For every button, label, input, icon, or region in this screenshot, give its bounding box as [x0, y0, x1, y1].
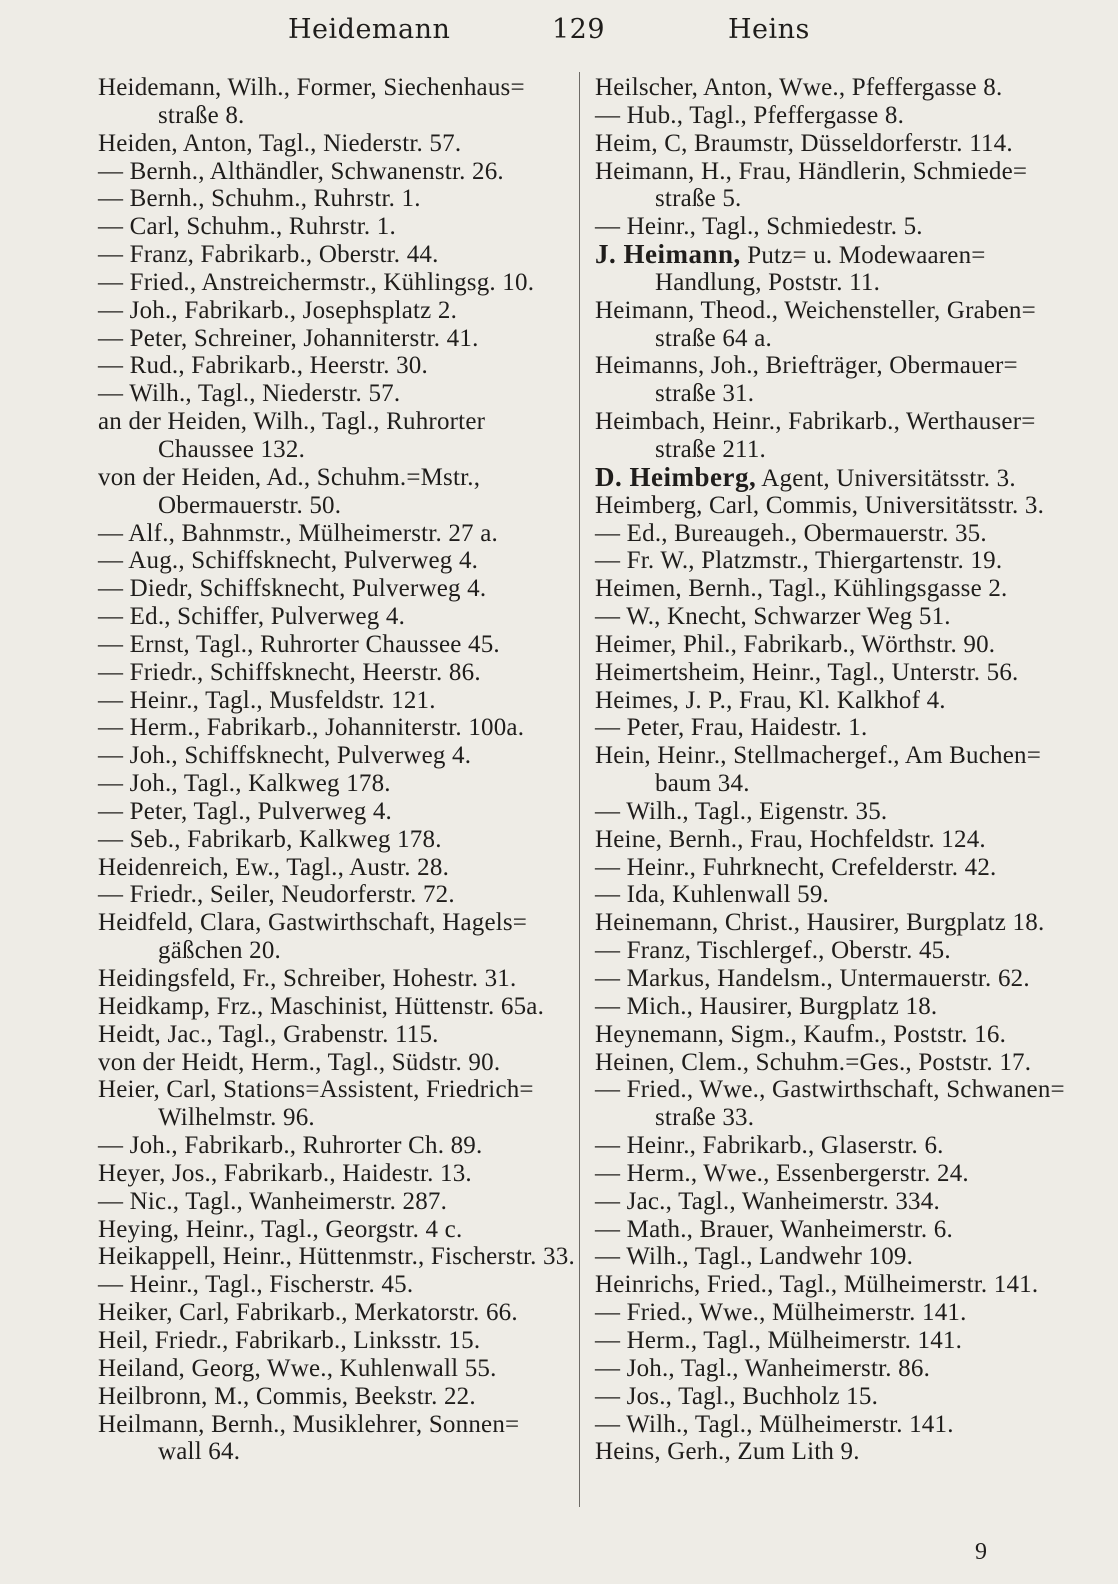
- directory-entry: [98, 1327, 568, 1355]
- entry-text: Wilhelmstr. 96.: [158, 1104, 315, 1132]
- entry-text: von der Heidt, Herm., Tagl., Südstr. 90.: [98, 1048, 501, 1076]
- entry-text: Heidkamp, Frz., Maschinist, Hüttenstr. 65a.: [98, 992, 545, 1020]
- entry-text: — Fried., Wwe., Gastwirthschaft, Schwanen=: [595, 1076, 1065, 1104]
- entry-text: Putz= u. Modewaaren=: [740, 242, 986, 270]
- entry-text: straße 8.: [158, 101, 245, 129]
- entry-text: Heimanns, Joh., Briefträger, Obermauer=: [595, 352, 1018, 380]
- directory-entry: [98, 74, 568, 102]
- entry-text: Heimertsheim, Heinr., Tagl., Unterstr. 56.: [595, 658, 1019, 686]
- entry-text: — Ed., Schiffer, Pulverweg 4.: [98, 603, 406, 631]
- directory-entry: [595, 1160, 1065, 1188]
- left-column: [98, 74, 575, 1466]
- entry-text: Heidemann, Wilh., Former, Siechenhaus=: [98, 74, 525, 101]
- entry-continuation: [595, 269, 1065, 297]
- entry-text: — Herm., Fabrikarb., Johanniterstr. 100a.: [98, 714, 525, 742]
- directory-entry: [98, 325, 568, 353]
- directory-entry: [98, 1076, 568, 1104]
- directory-entry: [98, 993, 568, 1021]
- entry-text: Chaussee 132.: [158, 435, 306, 463]
- directory-entry: [595, 158, 1065, 186]
- entry-text: — Ida, Kuhlenwall 59.: [595, 881, 830, 909]
- directory-entry: [98, 1383, 568, 1411]
- entry-text: Heine, Bernh., Frau, Hochfeldstr. 124.: [595, 825, 986, 853]
- entry-text: Heimann, H., Frau, Händlerin, Schmiede=: [595, 157, 1028, 185]
- directory-entry: [595, 937, 1065, 965]
- entry-continuation: [98, 436, 568, 464]
- directory-entry: [98, 1049, 568, 1077]
- directory-entry: [595, 520, 1065, 548]
- directory-entry: [595, 1438, 1065, 1466]
- entry-text: Agent, Universitätsstr. 3.: [756, 464, 1016, 492]
- directory-entry: [98, 826, 568, 854]
- directory-entry: [595, 909, 1065, 937]
- directory-entry: [98, 603, 568, 631]
- entry-text: — Joh., Tagl., Kalkweg 178.: [98, 770, 391, 798]
- entry-text: — Jos., Tagl., Buchholz 15.: [595, 1382, 879, 1410]
- directory-entry: [595, 74, 1065, 102]
- entry-text: — Ernst, Tagl., Ruhrorter Chaussee 45.: [98, 630, 500, 658]
- directory-entry: [98, 1271, 568, 1299]
- entry-text: — Bernh., Althändler, Schwanenstr. 26.: [98, 157, 504, 185]
- entry-text: von der Heiden, Ad., Schuhm.=Mstr.,: [98, 463, 481, 491]
- entry-text: straße 5.: [655, 185, 742, 213]
- entry-text: — Herm., Wwe., Essenbergerstr. 24.: [595, 1159, 969, 1187]
- entry-text: Obermauerstr. 50.: [158, 491, 342, 519]
- entry-text: Heyer, Jos., Fabrikarb., Haidestr. 13.: [98, 1159, 472, 1187]
- entry-text: — Heinr., Tagl., Musfeldstr. 121.: [98, 686, 436, 714]
- directory-entry: [595, 297, 1065, 325]
- signature-mark: 9: [975, 1539, 987, 1565]
- entry-text: — Heinr., Fuhrknecht, Crefelderstr. 42.: [595, 853, 997, 881]
- running-head-left: Heidemann: [288, 14, 451, 45]
- entry-text: Heidfeld, Clara, Gastwirthschaft, Hagels=: [98, 909, 528, 937]
- directory-entry: [595, 1355, 1065, 1383]
- directory-entry: [98, 130, 568, 158]
- entry-text: — Aug., Schiffsknecht, Pulverweg 4.: [98, 547, 479, 575]
- directory-entry: [595, 1132, 1065, 1160]
- entry-text: straße 31.: [655, 380, 755, 408]
- entry-text: Heinen, Clem., Schuhm.=Ges., Poststr. 17.: [595, 1048, 1032, 1076]
- right-column: [595, 74, 1065, 1466]
- entry-text: Heiker, Carl, Fabrikarb., Merkatorstr. 66.: [98, 1299, 518, 1327]
- column-divider: [579, 72, 580, 1507]
- entry-continuation: [98, 1438, 568, 1466]
- directory-entry: [98, 185, 568, 213]
- firm-name: D. Heimberg,: [595, 461, 757, 492]
- entry-text: — Fr. W., Platzmstr., Thiergartenstr. 19.: [595, 547, 1003, 575]
- entry-continuation: [595, 436, 1065, 464]
- directory-entry: [98, 352, 568, 380]
- directory-entry: [98, 380, 568, 408]
- entry-text: Handlung, Poststr. 11.: [655, 268, 881, 296]
- directory-entry: [98, 575, 568, 603]
- entry-text: Heim, C, Braumstr, Düsseldorferstr. 114.: [595, 129, 1013, 157]
- directory-entry: [98, 854, 568, 882]
- entry-text: — Franz, Tischlergef., Oberstr. 45.: [595, 937, 951, 965]
- directory-entry: [98, 1188, 568, 1216]
- directory-entry: [98, 1021, 568, 1049]
- entry-text: Heil, Friedr., Fabrikarb., Linksstr. 15.: [98, 1326, 481, 1354]
- entry-text: Heilmann, Bernh., Musiklehrer, Sonnen=: [98, 1410, 520, 1438]
- directory-entry: [595, 714, 1065, 742]
- entry-text: — Wilh., Tagl., Mülheimerstr. 141.: [595, 1410, 954, 1438]
- entry-text: — Hub., Tagl., Pfeffergasse 8.: [595, 101, 905, 129]
- directory-entry: [595, 826, 1065, 854]
- directory-entry: [595, 213, 1065, 241]
- entry-text: — Wilh., Tagl., Landwehr 109.: [595, 1243, 914, 1271]
- directory-entry: [595, 1076, 1065, 1104]
- entry-text: Heidt, Jac., Tagl., Grabenstr. 115.: [98, 1020, 439, 1048]
- directory-entry: [98, 1299, 568, 1327]
- entry-text: — Fried., Anstreichermstr., Kühlingsg. 10.: [98, 268, 535, 296]
- directory-entry: [595, 130, 1065, 158]
- entry-text: — Franz, Fabrikarb., Oberstr. 44.: [98, 241, 439, 269]
- directory-entry: [98, 241, 568, 269]
- directory-entry: [98, 158, 568, 186]
- entry-text: — Seb., Fabrikarb, Kalkweg 178.: [98, 825, 442, 853]
- entry-text: — Bernh., Schuhm., Ruhrstr. 1.: [98, 185, 421, 213]
- entry-text: Heikappell, Heinr., Hüttenmstr., Fischerstr. 33.: [98, 1243, 575, 1271]
- entry-text: baum 34.: [655, 770, 750, 798]
- entry-continuation: [595, 1104, 1065, 1132]
- entry-text: wall 64.: [158, 1438, 241, 1466]
- entry-text: Heier, Carl, Stations=Assistent, Friedrich=: [98, 1076, 534, 1104]
- directory-entry: [98, 770, 568, 798]
- entry-text: Heidingsfeld, Fr., Schreiber, Hohestr. 31.: [98, 965, 517, 992]
- directory-entry: [595, 798, 1065, 826]
- entry-text: Heimbach, Heinr., Fabrikarb., Werthauser=: [595, 408, 1036, 436]
- directory-entry: [98, 631, 568, 659]
- directory-entry: [98, 213, 568, 241]
- entry-text: Heimen, Bernh., Tagl., Kühlingsgasse 2.: [595, 575, 1008, 603]
- directory-entry: [595, 603, 1065, 631]
- entry-text: — Joh., Tagl., Wanheimerstr. 86.: [595, 1354, 931, 1382]
- entry-text: straße 64 a.: [655, 324, 772, 352]
- entry-text: — Joh., Fabrikarb., Ruhrorter Ch. 89.: [98, 1132, 483, 1160]
- entry-text: Heimer, Phil., Fabrikarb., Wörthstr. 90.: [595, 630, 996, 658]
- directory-entry: [98, 742, 568, 770]
- directory-entry: [595, 965, 1065, 993]
- entry-text: — Carl, Schuhm., Ruhrstr. 1.: [98, 213, 396, 241]
- directory-entry: [98, 798, 568, 826]
- directory-entry: [98, 1216, 568, 1244]
- entry-text: Heilbronn, M., Commis, Beekstr. 22.: [98, 1382, 476, 1410]
- entry-continuation: [595, 325, 1065, 353]
- entry-text: an der Heiden, Wilh., Tagl., Ruhrorter: [98, 408, 486, 436]
- entry-text: — Joh., Fabrikarb., Josephsplatz 2.: [98, 296, 458, 324]
- entry-text: — Peter, Schreiner, Johanniterstr. 41.: [98, 324, 479, 352]
- entry-text: — Heinr., Fabrikarb., Glaserstr. 6.: [595, 1132, 944, 1160]
- directory-entry: [98, 1132, 568, 1160]
- directory-entry: [595, 1411, 1065, 1439]
- directory-entry: [98, 659, 568, 687]
- directory-entry: [595, 1049, 1065, 1077]
- directory-entry: [595, 631, 1065, 659]
- directory-entry: [98, 909, 568, 937]
- entry-text: — Heinr., Tagl., Schmiedestr. 5.: [595, 213, 923, 241]
- entry-text: Heimann, Theod., Weichensteller, Graben=: [595, 296, 1036, 324]
- entry-text: Heynemann, Sigm., Kaufm., Poststr. 16.: [595, 1020, 1007, 1048]
- entry-continuation: [595, 380, 1065, 408]
- entry-continuation: [595, 185, 1065, 213]
- directory-entry: [98, 1243, 575, 1271]
- entry-text: — Alf., Bahnmstr., Mülheimerstr. 27 a.: [98, 519, 498, 547]
- entry-text: — Jac., Tagl., Wanheimerstr. 334.: [595, 1187, 940, 1215]
- entry-text: — Friedr., Seiler, Neudorferstr. 72.: [98, 881, 455, 909]
- entry-continuation: [98, 492, 568, 520]
- entry-text: Heilscher, Anton, Wwe., Pfeffergasse 8.: [595, 74, 1003, 101]
- entry-text: Heimberg, Carl, Commis, Universitätsstr. 3.: [595, 491, 1045, 519]
- directory-entry: [98, 464, 568, 492]
- entry-text: Heiland, Georg, Wwe., Kuhlenwall 55.: [98, 1354, 497, 1382]
- directory-entry: [595, 1021, 1065, 1049]
- directory-entry: [98, 687, 568, 715]
- firm-name: J. Heimann,: [595, 239, 741, 270]
- entry-text: Heins, Gerh., Zum Lith 9.: [595, 1438, 860, 1466]
- entry-text: Hein, Heinr., Stellmachergef., Am Buchen=: [595, 742, 1042, 770]
- directory-entry: [595, 461, 1065, 492]
- directory-entry: [98, 408, 568, 436]
- directory-entry: [595, 1216, 1065, 1244]
- directory-entry: [98, 547, 568, 575]
- entry-text: — Mich., Hausirer, Burgplatz 18.: [595, 992, 938, 1020]
- directory-entry: [595, 687, 1065, 715]
- directory-entry: [595, 352, 1065, 380]
- entry-text: Heying, Heinr., Tagl., Georgstr. 4 c.: [98, 1215, 463, 1243]
- entry-text: — Diedr, Schiffsknecht, Pulverweg 4.: [98, 575, 487, 603]
- entry-text: — Wilh., Tagl., Eigenstr. 35.: [595, 797, 888, 825]
- entry-text: — Peter, Tagl., Pulverweg 4.: [98, 797, 393, 825]
- directory-entry: [98, 1411, 568, 1439]
- directory-entry: [98, 714, 568, 742]
- entry-continuation: [98, 937, 568, 965]
- directory-entry: [595, 1299, 1065, 1327]
- entry-continuation: [98, 102, 568, 130]
- entry-text: — Herm., Tagl., Mülheimerstr. 141.: [595, 1326, 963, 1354]
- entry-continuation: [595, 770, 1065, 798]
- entry-text: — Fried., Wwe., Mülheimerstr. 141.: [595, 1299, 967, 1327]
- directory-entry: [98, 1160, 568, 1188]
- directory-entry: [595, 1188, 1065, 1216]
- directory-entry: [595, 993, 1065, 1021]
- directory-entry: [98, 269, 568, 297]
- directory-entry: [98, 520, 568, 548]
- entry-text: Heidenreich, Ew., Tagl., Austr. 28.: [98, 853, 450, 881]
- directory-entry: [595, 408, 1065, 436]
- entry-text: — Wilh., Tagl., Niederstr. 57.: [98, 380, 401, 408]
- entry-text: Heinrichs, Fried., Tagl., Mülheimerstr. 141.: [595, 1271, 1039, 1299]
- entry-text: gäßchen 20.: [158, 937, 281, 965]
- entry-continuation: [98, 1104, 568, 1132]
- entry-text: Heimes, J. P., Frau, Kl. Kalkhof 4.: [595, 686, 946, 714]
- entry-text: straße 211.: [655, 435, 766, 463]
- entry-text: — Ed., Bureaugeh., Obermauerstr. 35.: [595, 519, 987, 547]
- directory-entry: [595, 742, 1065, 770]
- entry-text: — Friedr., Schiffsknecht, Heerstr. 86.: [98, 658, 481, 686]
- directory-entry: [98, 1355, 568, 1383]
- entry-text: — Peter, Frau, Haidestr. 1.: [595, 714, 868, 742]
- directory-entry: [595, 1383, 1065, 1411]
- entry-text: — W., Knecht, Schwarzer Weg 51.: [595, 603, 951, 631]
- entry-text: Heiden, Anton, Tagl., Niederstr. 57.: [98, 129, 462, 157]
- entry-text: — Math., Brauer, Wanheimerstr. 6.: [595, 1215, 953, 1243]
- directory-entry: [595, 492, 1065, 520]
- entry-text: — Rud., Fabrikarb., Heerstr. 30.: [98, 352, 428, 380]
- page-number: 129: [552, 14, 606, 45]
- entry-text: straße 33.: [655, 1104, 755, 1132]
- directory-entry: [98, 297, 568, 325]
- directory-entry: [595, 854, 1065, 882]
- directory-entry: [595, 659, 1065, 687]
- directory-entry: [595, 1243, 1065, 1271]
- entry-text: — Joh., Schiffsknecht, Pulverweg 4.: [98, 742, 472, 770]
- directory-entry: [595, 241, 1065, 269]
- directory-entry: [595, 575, 1065, 603]
- entry-text: — Heinr., Tagl., Fischerstr. 45.: [98, 1271, 414, 1299]
- entry-text: Heinemann, Christ., Hausirer, Burgplatz 18.: [595, 909, 1045, 937]
- directory-entry: [98, 881, 568, 909]
- directory-entry: [98, 965, 568, 993]
- directory-entry: [595, 881, 1065, 909]
- directory-entry: [595, 102, 1065, 130]
- entry-text: — Nic., Tagl., Wanheimerstr. 287.: [98, 1187, 448, 1215]
- directory-entry: [595, 1327, 1065, 1355]
- entry-text: — Markus, Handelsm., Untermauerstr. 62.: [595, 965, 1030, 992]
- running-head-right: Heins: [728, 14, 810, 45]
- directory-entry: [595, 547, 1065, 575]
- directory-entry: [595, 1271, 1065, 1299]
